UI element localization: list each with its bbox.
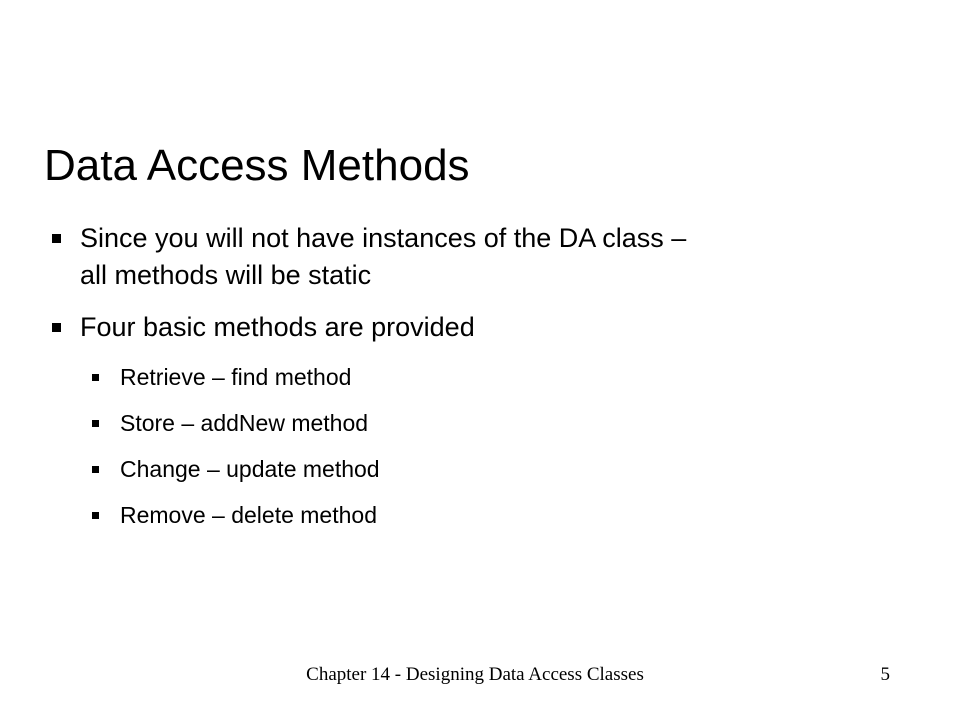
bullet-item [48,220,928,294]
sub-bullet-text: Change – update method [120,456,380,482]
bullet-text [80,220,940,294]
footer-chapter-text: Chapter 14 - Designing Data Access Classes [306,664,644,685]
sub-bullet-text: Remove – delete method [120,502,377,528]
bullet-text: Four basic methods are provided [80,312,475,342]
sub-bullet-text: Store – addNew method [120,410,369,436]
bullet-item [48,309,928,346]
sub-bullet-item [88,454,848,484]
bullet-text-line-2: all methods will be static [80,260,372,290]
slide-title: Data Access Methods [44,141,470,190]
sub-bullet-item [88,362,848,392]
footer-page-number: 5 [880,664,890,685]
sub-bullet-item [88,500,848,530]
sub-bullet-item [88,408,848,438]
bullet-text-line-1: Since you will not have instances of the DA class – [80,223,687,253]
sub-bullet-text: Retrieve – find method [120,364,352,390]
